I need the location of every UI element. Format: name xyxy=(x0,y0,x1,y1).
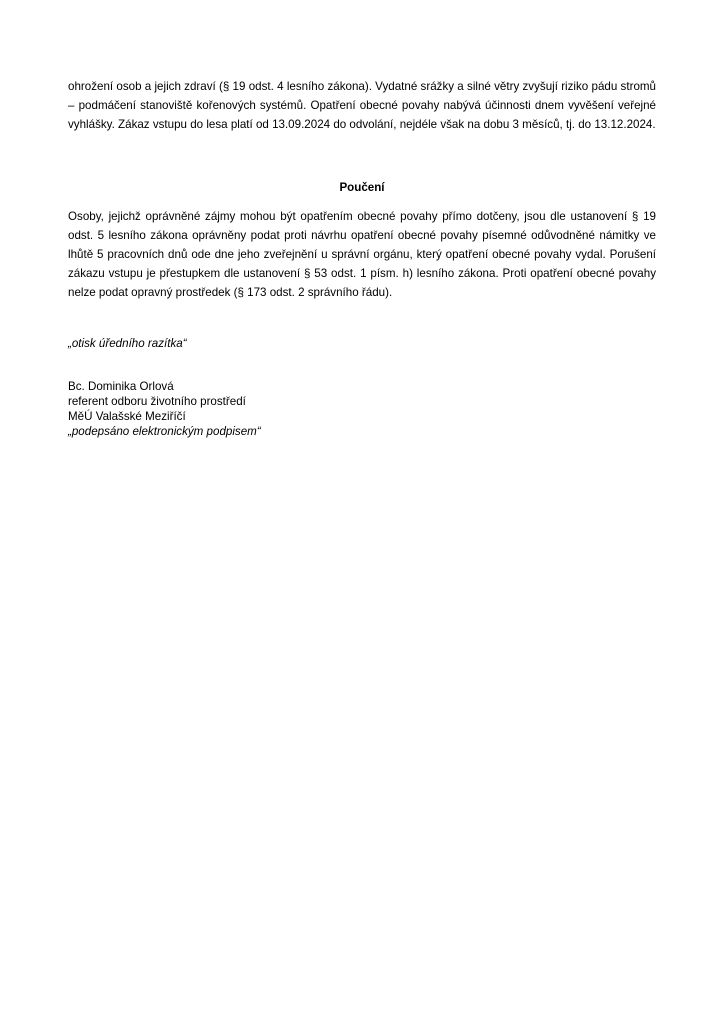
signer-name: Bc. Dominika Orlová xyxy=(68,380,174,393)
intro-paragraph: ohrožení osob a jejich zdraví (§ 19 odst. 4 lesního zákona). Vydatné srážky a silné větry zvyšují riziko pádu stromů – podmáčení stanoviště kořenových systémů. Opatření obecné povahy nabývá účinnosti dnem vyvěšení veřejné vyhlášky. Zákaz vstupu do lesa platí od 13.09.2024 do odvolání, nejdéle však na dobu 3 měsíců, tj. do 13.12.2024. xyxy=(68,80,656,131)
signed-electronically-note: „podepsáno elektronickým podpisem“ xyxy=(68,425,261,438)
notice-heading: Poučení xyxy=(339,181,385,194)
signer-office: MěÚ Valašské Meziříčí xyxy=(68,410,186,423)
stamp-note: „otisk úředního razítka“ xyxy=(68,337,187,350)
signer-position: referent odboru životního prostředí xyxy=(68,395,246,408)
signature-block xyxy=(68,379,261,439)
notice-paragraph: Osoby, jejichž oprávněné zájmy mohou být opatřením obecné povahy přímo dotčeny, jsou dle ustanovení § 19 odst. 5 lesního zákona oprávněny podat proti návrhu opatření obecné povahy písemné odůvodněné námitky ve lhůtě 5 pracovních dnů ode dne jeho zveřejnění u správní orgánu, který opatření obecné povahy vydal. Porušení zákazu vstupu je přestupkem dle ustanovení § 53 odst. 1 písm. h) lesního zákona. Proti opatření obecné povahy nelze podat opravný prostředek (§ 173 odst. 2 správního řádu). xyxy=(68,210,656,299)
